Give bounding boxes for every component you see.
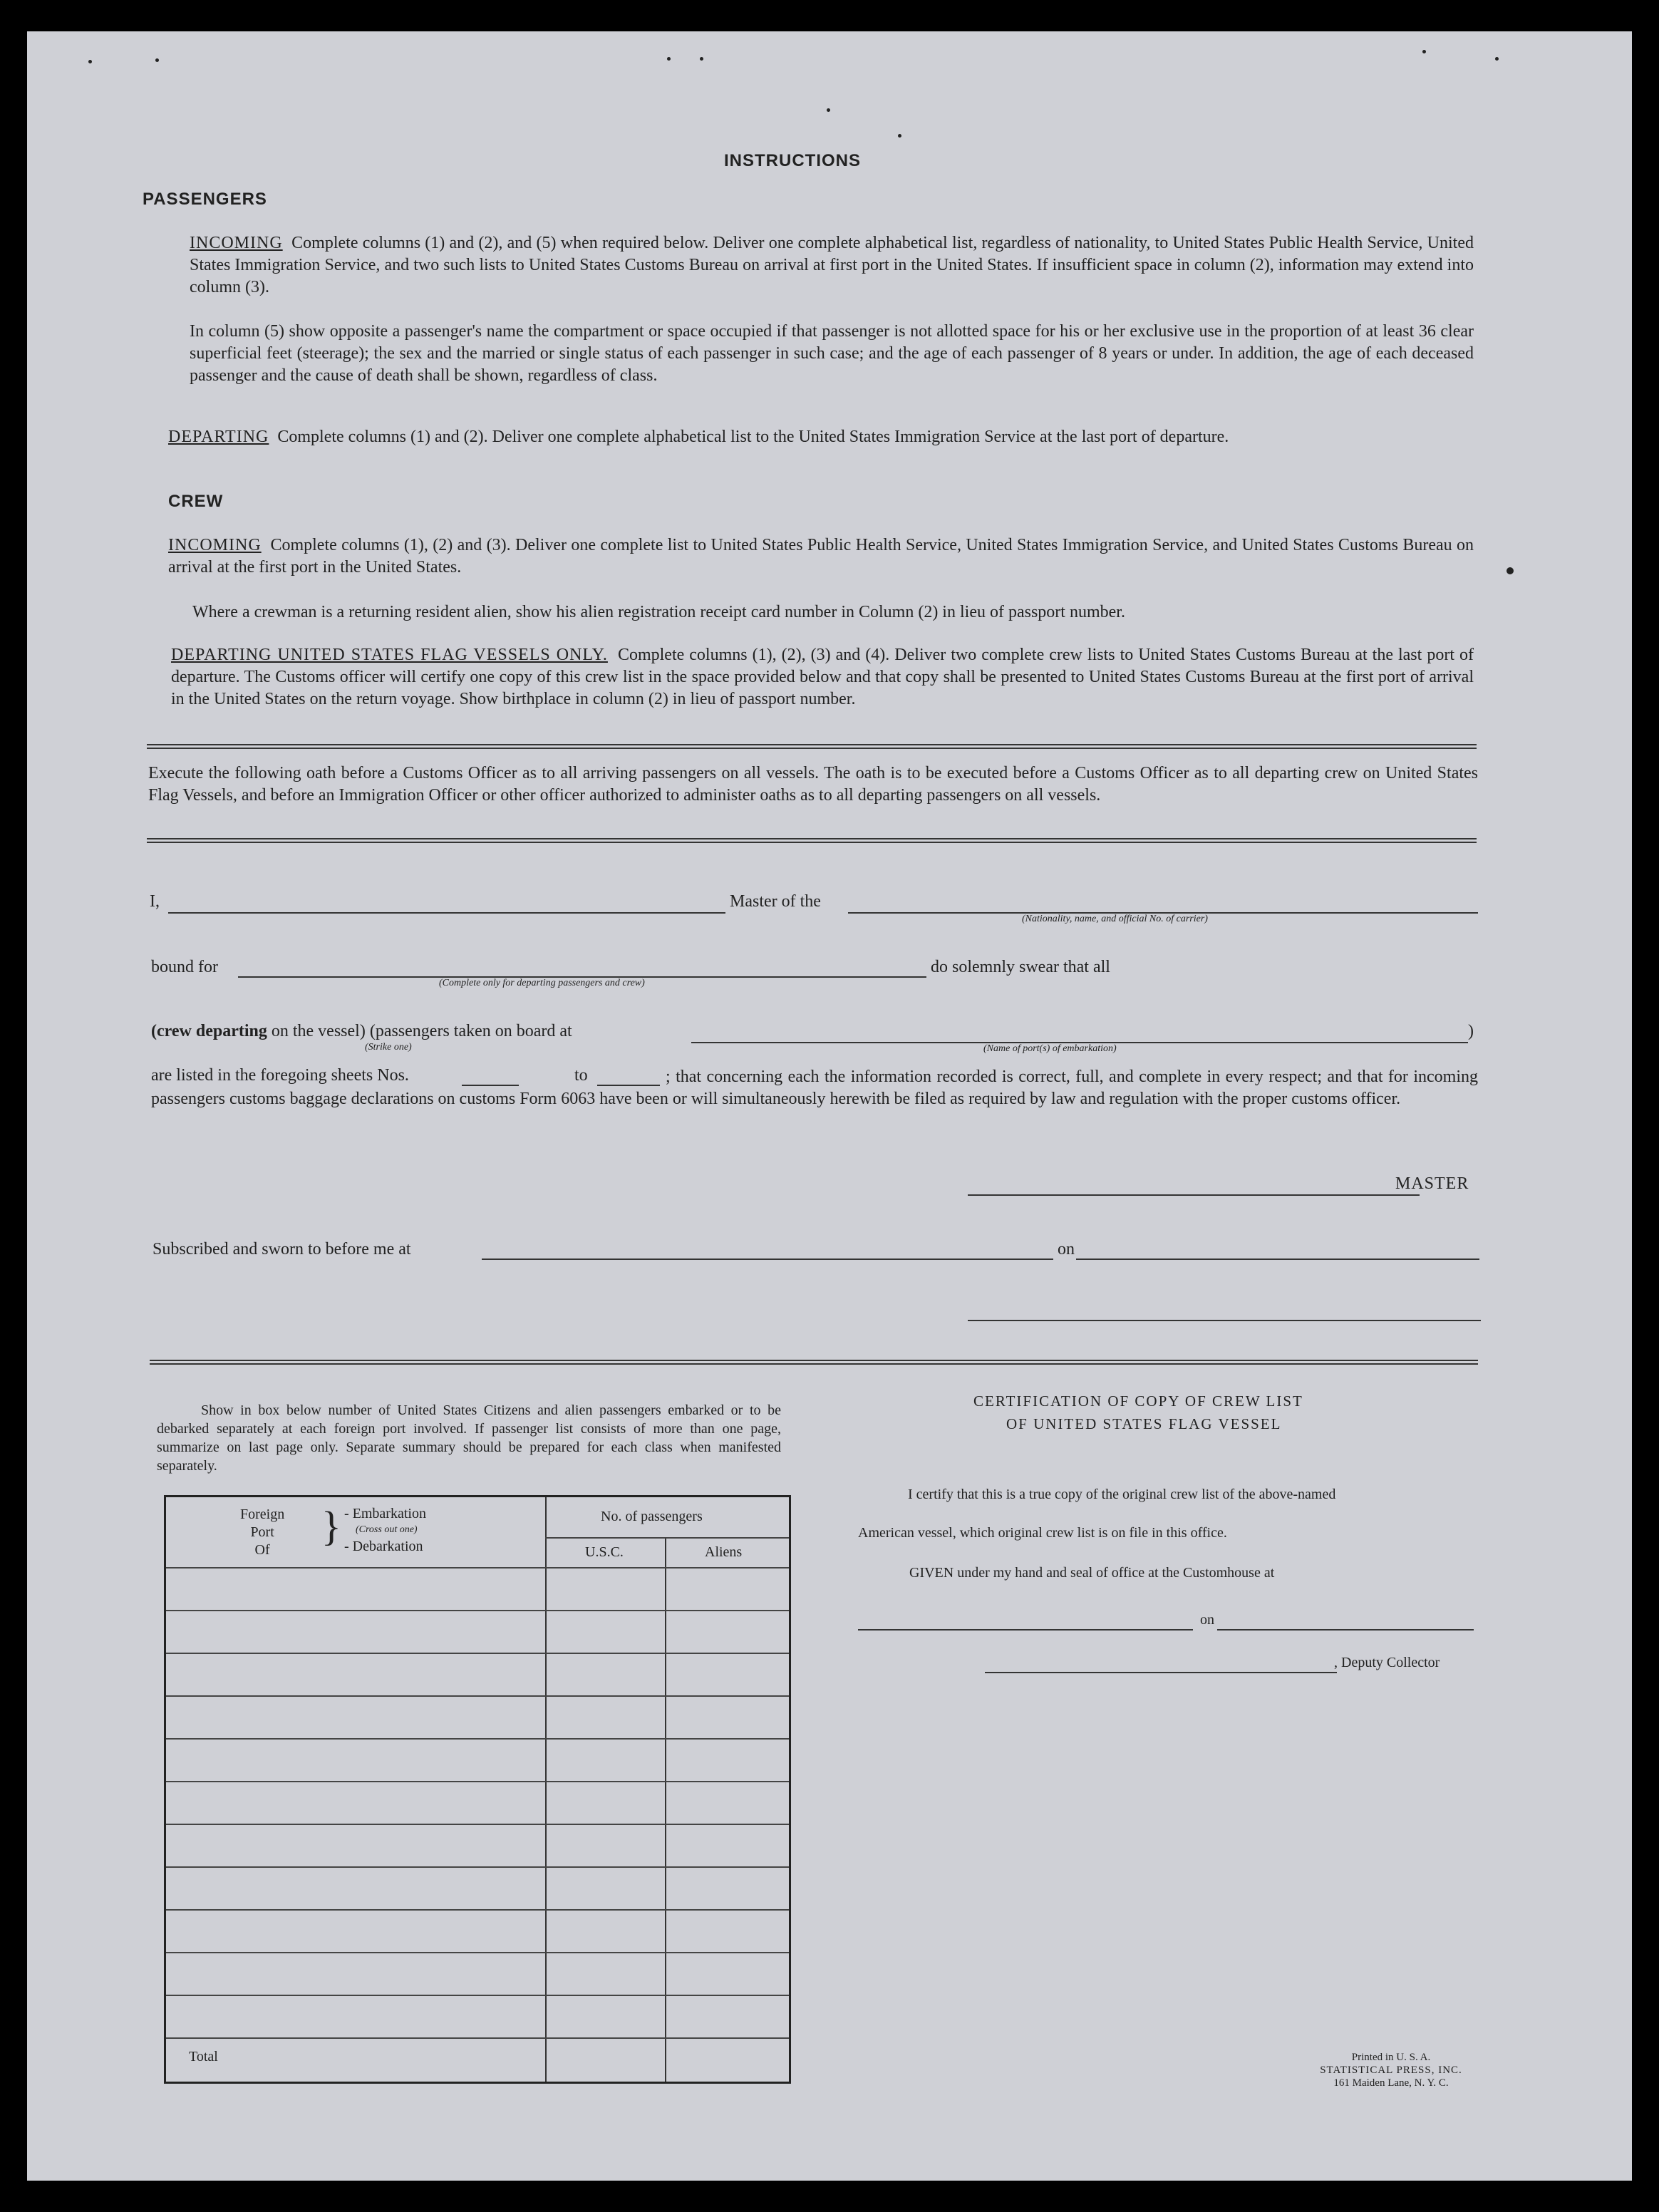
of-label: Of: [254, 1542, 270, 1558]
speck: [155, 58, 159, 62]
certify-text: I certify that this is a true copy of the original crew list of the above-named: [908, 1487, 1336, 1502]
passengers-departing-label: DEPARTING: [168, 428, 269, 446]
swear-label: do solemnly swear that all: [931, 958, 1110, 976]
listed-rest: ; that concerning each the information recorded is correct, full, and complete in every respect; and that for incoming passengers customs baggage declarations on customs Form 6063 have been or will simultaneously herewith be filed as required by law and regulation with the proper customs officer.: [151, 1068, 1478, 1108]
sworn-place-field[interactable]: [482, 1259, 1053, 1260]
master-label: MASTER: [1395, 1174, 1469, 1193]
american-vessel-text: American vessel, which original crew list is on file in this office.: [858, 1525, 1227, 1541]
speck: [667, 57, 671, 61]
divider: [147, 744, 1477, 749]
speck: [1506, 567, 1514, 574]
table-row-divider: [166, 2037, 789, 2039]
strike-note: (Strike one): [365, 1042, 412, 1053]
crew-incoming-label: INCOMING: [168, 536, 262, 554]
speck: [898, 134, 901, 138]
instructions-title: INSTRUCTIONS: [724, 151, 861, 170]
table-divider: [665, 1537, 666, 2082]
certification-date-field[interactable]: [1217, 1629, 1474, 1630]
carrier-note: (Nationality, name, and official No. of carrier): [1022, 914, 1208, 924]
speck: [1422, 50, 1426, 53]
table-divider: [545, 1497, 547, 2082]
crew-incoming-block: [168, 534, 1474, 579]
printer-line1: Printed in U. S. A.: [1351, 2052, 1431, 2063]
passengers-departing-block: [168, 426, 1474, 448]
brace-icon: }: [321, 1503, 341, 1549]
table-divider: [545, 1537, 789, 1539]
master-signature-field[interactable]: [968, 1194, 1420, 1196]
master-name-field[interactable]: [168, 912, 725, 914]
customhouse-field[interactable]: [858, 1629, 1193, 1630]
printer-line3: 161 Maiden Lane, N. Y. C.: [1333, 2077, 1449, 2089]
sworn-date-field[interactable]: [1076, 1259, 1479, 1260]
table-row-divider: [166, 1738, 789, 1740]
total-label: Total: [189, 2049, 218, 2064]
form-page: [27, 31, 1632, 2181]
to-label: to: [574, 1066, 588, 1085]
table-row-divider: [166, 1952, 789, 1953]
table-row-divider: [166, 1653, 789, 1654]
crew-heading: CREW: [168, 492, 224, 511]
printer-line2: STATISTICAL PRESS, INC.: [1320, 2064, 1462, 2076]
oath-crew-line: [151, 1022, 572, 1041]
aliens-header: Aliens: [705, 1544, 743, 1560]
flag-vessels-block: [171, 644, 1474, 710]
passengers-incoming-label: INCOMING: [190, 234, 283, 252]
table-row-divider: [166, 1995, 789, 1996]
passengers-incoming-text: Complete columns (1) and (2), and (5) when required below. Deliver one complete alphabetical list, regardless of nationality, to United States Public Health Service, United States Immigration Service, and two such lists to United States Customs Bureau on arrival at first port in the United States. If insufficient space in column (2), information may extend into column (3).: [190, 234, 1474, 296]
bound-for-note: (Complete only for departing passengers and crew): [439, 978, 645, 988]
foreign-port-label: [240, 1506, 284, 1559]
deputy-signature-field[interactable]: [985, 1672, 1337, 1673]
speck: [700, 57, 703, 61]
foreign-label: Foreign: [240, 1506, 285, 1522]
flag-vessels-label: DEPARTING UNITED STATES FLAG VESSELS ONLY.: [171, 646, 608, 664]
summary-note: Show in box below number of United States Citizens and alien passengers embarked or to be debarked separately at each foreign port involved. If passenger list consists of more than one page, summarize on last page only. Separate summary should be prepared for each class when manifested separately.: [157, 1402, 781, 1474]
passengers-heading: PASSENGERS: [143, 190, 267, 209]
ports-note: (Name of port(s) of embarkation): [983, 1043, 1117, 1054]
table-row-divider: [166, 1824, 789, 1825]
table-row-divider: [166, 1866, 789, 1868]
certification-title-line1: CERTIFICATION OF COPY OF CREW LIST: [973, 1392, 1303, 1410]
speck: [1495, 57, 1499, 61]
speck: [88, 60, 92, 63]
usc-header: U.S.C.: [585, 1544, 624, 1560]
on-vessel-label: on the vessel) (passengers taken on board at: [271, 1022, 572, 1040]
bound-for-label: bound for: [151, 958, 218, 976]
printer-imprint: [1284, 2051, 1498, 2089]
sworn-on-label: on: [1058, 1240, 1075, 1259]
passenger-summary-table: [164, 1495, 791, 2084]
table-row-divider: [166, 1781, 789, 1782]
crew-departing-label: (crew departing: [151, 1022, 267, 1040]
subscribed-label: Subscribed and sworn to before me at: [153, 1240, 411, 1259]
flag-vessels-text: Complete columns (1), (2), (3) and (4). Deliver two complete crew lists to United States Customs Bureau at the last port of departure. The Customs officer will certify one copy of this crew list in the space provided below and that copy shall be presented to United States Customs Bureau at the first port of arrival in the United States on the return voyage. Show birthplace in column (2) in lieu of passport number.: [171, 646, 1474, 708]
master-of-label: Master of the: [730, 892, 821, 911]
table-row-divider: [166, 1610, 789, 1611]
certification-on-label: on: [1200, 1612, 1214, 1628]
listed-prefix: are listed in the foregoing sheets Nos.: [151, 1066, 409, 1085]
crewman-text: Where a crewman is a returning resident alien, show his alien registration receipt card number in Column (2) in lieu of passport number.: [192, 603, 1125, 621]
embarkation-label: - Embarkation: [344, 1506, 426, 1521]
no-of-passengers-header: No. of passengers: [601, 1509, 703, 1524]
certification-title-line2: OF UNITED STATES FLAG VESSEL: [1006, 1415, 1282, 1432]
oath-i-label: I,: [150, 892, 160, 911]
column5-text: In column (5) show opposite a passenger's name the compartment or space occupied if that passenger is not allotted space for his or her exclusive use in the proportion of at least 36 clear superficial feet (steerage); the sex and the married or single status of each passenger in such case; and the age of each passenger of 8 years or under. In addition, the age of each deceased passenger and the cause of death shall be shown, regardless of class.: [190, 322, 1474, 385]
oath-intro: Execute the following oath before a Customs Officer as to all arriving passengers on all vessels. The oath is to be executed before a Customs Officer as to all departing crew on United States Flag Vessels, and before an Immigration Officer or other officer authorized to administer oaths as to all departing passengers on all vessels.: [148, 764, 1478, 805]
divider: [150, 1360, 1478, 1365]
close-paren: ): [1468, 1022, 1474, 1040]
divider: [147, 838, 1477, 843]
port-label: Port: [250, 1524, 274, 1540]
table-row-divider: [166, 1909, 789, 1911]
table-divider: [166, 1567, 789, 1568]
deputy-collector-label: , Deputy Collector: [1334, 1655, 1440, 1670]
passengers-incoming-block: [190, 232, 1474, 299]
table-row-divider: [166, 1695, 789, 1697]
speck: [827, 108, 830, 112]
crew-incoming-text: Complete columns (1), (2) and (3). Deliver one complete list to United States Public Health Service, United States Immigration Service, and United States Customs Bureau on arrival at the first port in the United States.: [168, 536, 1474, 577]
debarkation-label: - Debarkation: [344, 1539, 423, 1554]
given-text: GIVEN under my hand and seal of office at the Customhouse at: [909, 1565, 1275, 1581]
cross-out-note: (Cross out one): [356, 1524, 418, 1535]
passengers-departing-text: Complete columns (1) and (2). Deliver one complete alphabetical list to the United States Immigration Service at the last port of departure.: [277, 428, 1229, 446]
officer-signature-field[interactable]: [968, 1320, 1481, 1321]
